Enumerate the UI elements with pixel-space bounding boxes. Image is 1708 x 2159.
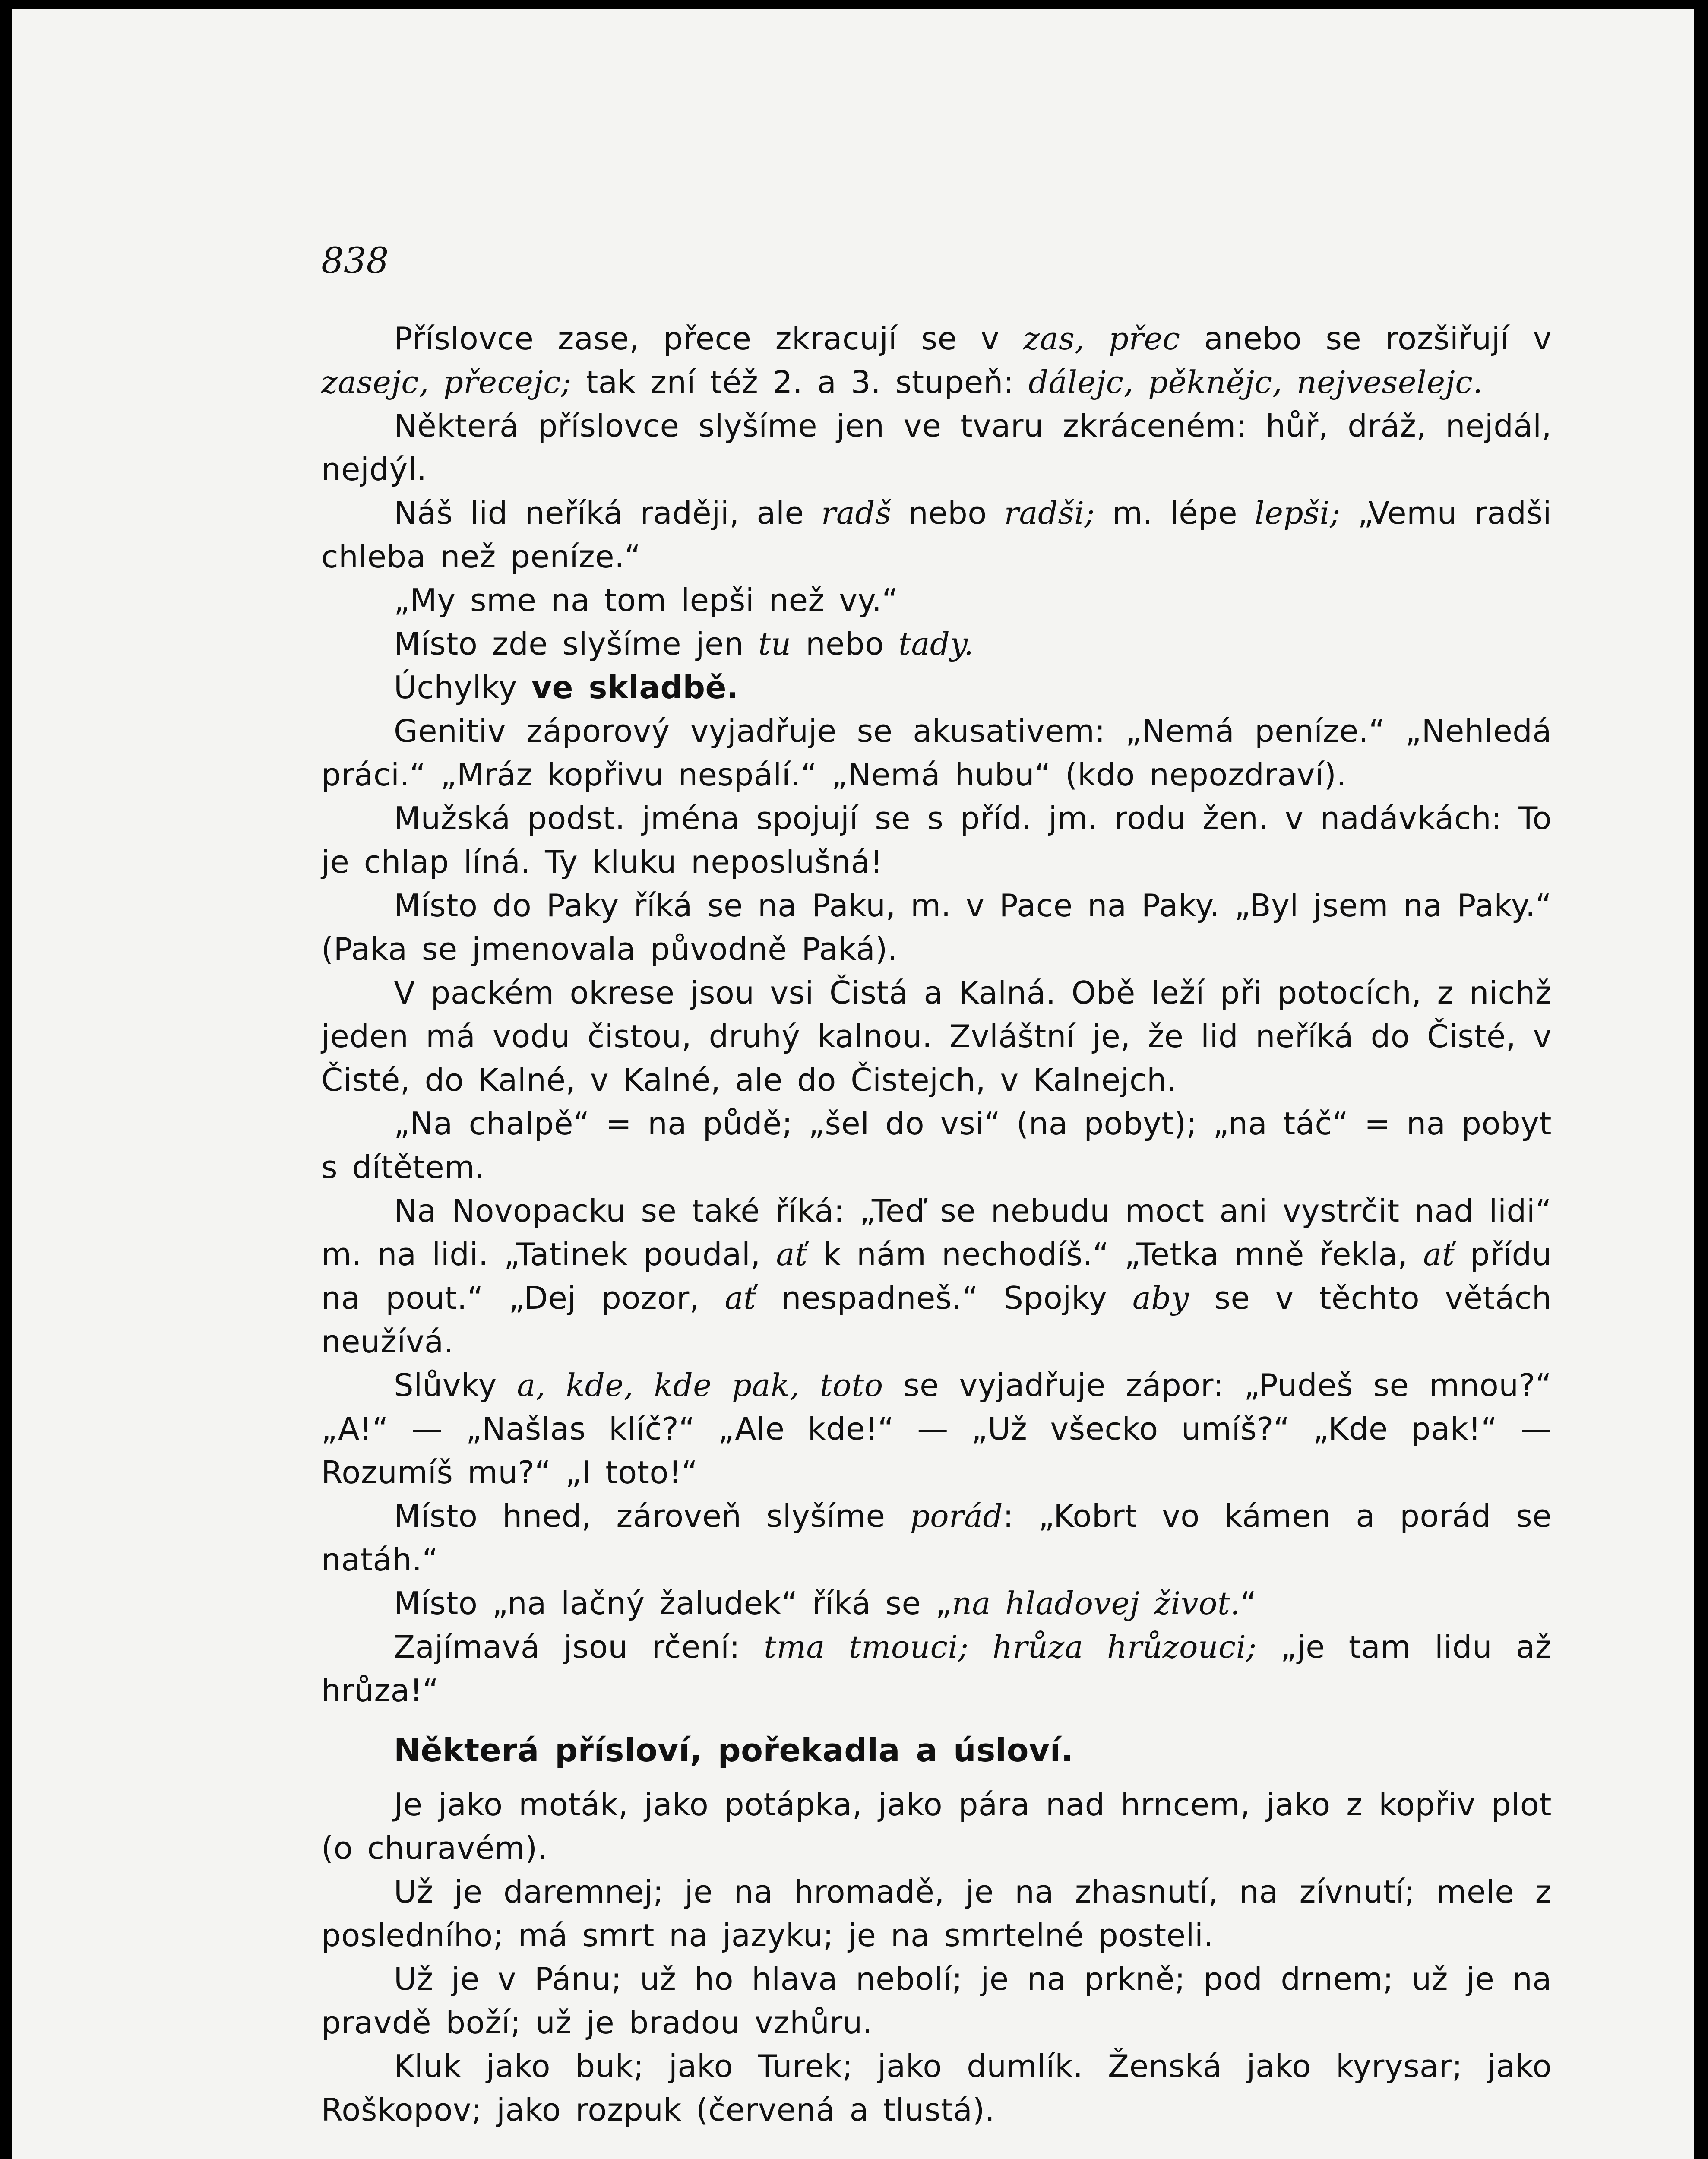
- text-run: „Vemu radši chleba než peníze.“: [321, 495, 1552, 575]
- paragraph: Genitiv záporový vyjadřuje se akusativem: „Nemá peníze.“ „Nehledá práci.“ „Mráz kopřivu nespálí.“ „Nemá hubu“ (kdo nepozdraví).: [321, 713, 1552, 793]
- text-run: nespadneš.“ Spojky: [756, 1280, 1132, 1316]
- paragraph: Mužská podst. jména spojují se s příd. jm. rodu žen. v nadávkách: To je chlap líná. Ty kluku neposlušná!: [321, 800, 1552, 880]
- italic-run: a, kde, kde pak, toto: [517, 1367, 883, 1403]
- italic-run: tu: [758, 626, 791, 662]
- paragraph: Místo do Paky říká se na Paku, m. v Pace na Paky. „Byl jsem na Paky.“ (Paka se jmenovala původně Paká).: [321, 887, 1552, 967]
- italic-run: dálejc, pěknějc, nejveselejc.: [1028, 364, 1483, 400]
- text-run: nebo: [791, 626, 899, 662]
- text-run: „je tam lidu až hrůza!“: [321, 1629, 1552, 1709]
- section-subheading: [321, 666, 1552, 709]
- paragraph: [321, 491, 1552, 579]
- paragraph: [321, 1582, 1552, 1625]
- italic-run: aby: [1132, 1280, 1189, 1316]
- text-run: se v těchto větách neužívá.: [321, 1280, 1552, 1360]
- text-run: “: [1240, 1585, 1257, 1621]
- italic-run: porád: [910, 1498, 1003, 1534]
- paragraph: Už je daremnej; je na hromadě, je na zhasnutí, na zívnutí; mele z posledního; má smrt na jazyku; je na smrtelné posteli.: [321, 1874, 1552, 1953]
- text-run: tak zní též 2. a 3. stupeň:: [571, 364, 1028, 400]
- text-run: anebo se rozšiřují v: [1180, 320, 1552, 357]
- page-content: [321, 317, 1552, 2132]
- bold-run: ve skladbě.: [531, 669, 739, 706]
- paragraph: [321, 1189, 1552, 1364]
- text-run: k nám nechodíš.“ „Tetka mně řekla,: [807, 1236, 1423, 1273]
- text-run: Místo hned, zároveň slyšíme: [394, 1498, 910, 1534]
- paragraph: V packém okrese jsou vsi Čistá a Kalná. Obě leží při potocích, z nichž jeden má vodu čistou, druhý kalnou. Zvláštní je, že lid neříká do Čisté, v Čisté, do Kalné, v Kalné, ale do Čistejch, v Kalnejch.: [321, 975, 1552, 1098]
- section-heading: Některá přísloví, pořekadla a úsloví.: [394, 1732, 1074, 1769]
- italic-run: tma tmouci; hrůza hrůzouci;: [764, 1629, 1257, 1665]
- text-run: Na Novopacku se také říká: „Teď se nebudu moct ani vystrčit nad lidi“ m. na lidi. „Tatinek poudal,: [321, 1193, 1552, 1273]
- text-run: Slůvky: [394, 1367, 517, 1403]
- italic-run: ať: [724, 1280, 756, 1316]
- text-run: Úchylky: [394, 669, 532, 706]
- paragraph: [321, 622, 1552, 666]
- text-run: Příslovce zase, přece zkracují se v: [394, 320, 1023, 357]
- book-page: [12, 9, 1694, 2159]
- paragraph: Je jako moták, jako potápka, jako pára nad hrncem, jako z kopřiv plot (o churavém).: [321, 1786, 1552, 1866]
- text-run: Náš lid neříká raději, ale: [394, 495, 822, 531]
- italic-run: radš: [821, 495, 892, 531]
- paragraph: [321, 1625, 1552, 1713]
- spacer: [321, 1773, 1552, 1783]
- text-run: se vyjadřuje zápor: „Pudeš se mnou?“ „A!“ — „Našlas klíč?“ „Ale kde!“ — „Už všecko umíš?“ „Kde pak!“ — Rozumíš mu?“ „I toto!“: [321, 1367, 1552, 1491]
- paragraph: „My sme na tom lepši než vy.“: [394, 582, 898, 618]
- text-run: Zajímavá jsou rčení:: [394, 1629, 764, 1665]
- paragraph: [321, 1364, 1552, 1494]
- italic-run: radši;: [1004, 495, 1095, 531]
- paragraph: „Na chalpě“ = na půdě; „šel do vsi“ (na pobyt); „na táč“ = na pobyt s dítětem.: [321, 1105, 1552, 1185]
- paragraph: Už je v Pánu; už ho hlava nebolí; je na prkně; pod drnem; už je na pravdě boží; už je bradou vzhůru.: [321, 1961, 1552, 2041]
- paragraph: [321, 317, 1552, 404]
- page-number: 838: [321, 241, 389, 282]
- italic-run: na hladovej život.: [952, 1585, 1240, 1621]
- paragraph: Některá příslovce slyšíme jen ve tvaru zkráceném: hůř, dráž, nejdál, nejdýl.: [321, 408, 1552, 488]
- paragraph: [321, 1494, 1552, 1582]
- text-run: Místo zde slyšíme jen: [394, 626, 759, 662]
- italic-run: zas, přec: [1023, 320, 1180, 357]
- italic-run: ať: [776, 1236, 808, 1273]
- italic-run: ať: [1423, 1236, 1455, 1273]
- italic-run: lepši;: [1254, 495, 1341, 531]
- italic-run: tady.: [898, 626, 974, 662]
- paragraph: Kluk jako buk; jako Turek; jako dumlík. Ženská jako kyrysar; jako Roškopov; jako rozpuk (červená a tlustá).: [321, 2048, 1552, 2128]
- text-run: m. lépe: [1095, 495, 1255, 531]
- text-run: Místo „na lačný žaludek“ říká se „: [394, 1585, 952, 1621]
- italic-run: zasejc, přecejc;: [321, 364, 572, 400]
- text-run: : „Kobrt vo kámen a porád se natáh.“: [321, 1498, 1552, 1578]
- text-run: nebo: [891, 495, 1004, 531]
- text-run: přídu na pout.“ „Dej pozor,: [321, 1236, 1552, 1316]
